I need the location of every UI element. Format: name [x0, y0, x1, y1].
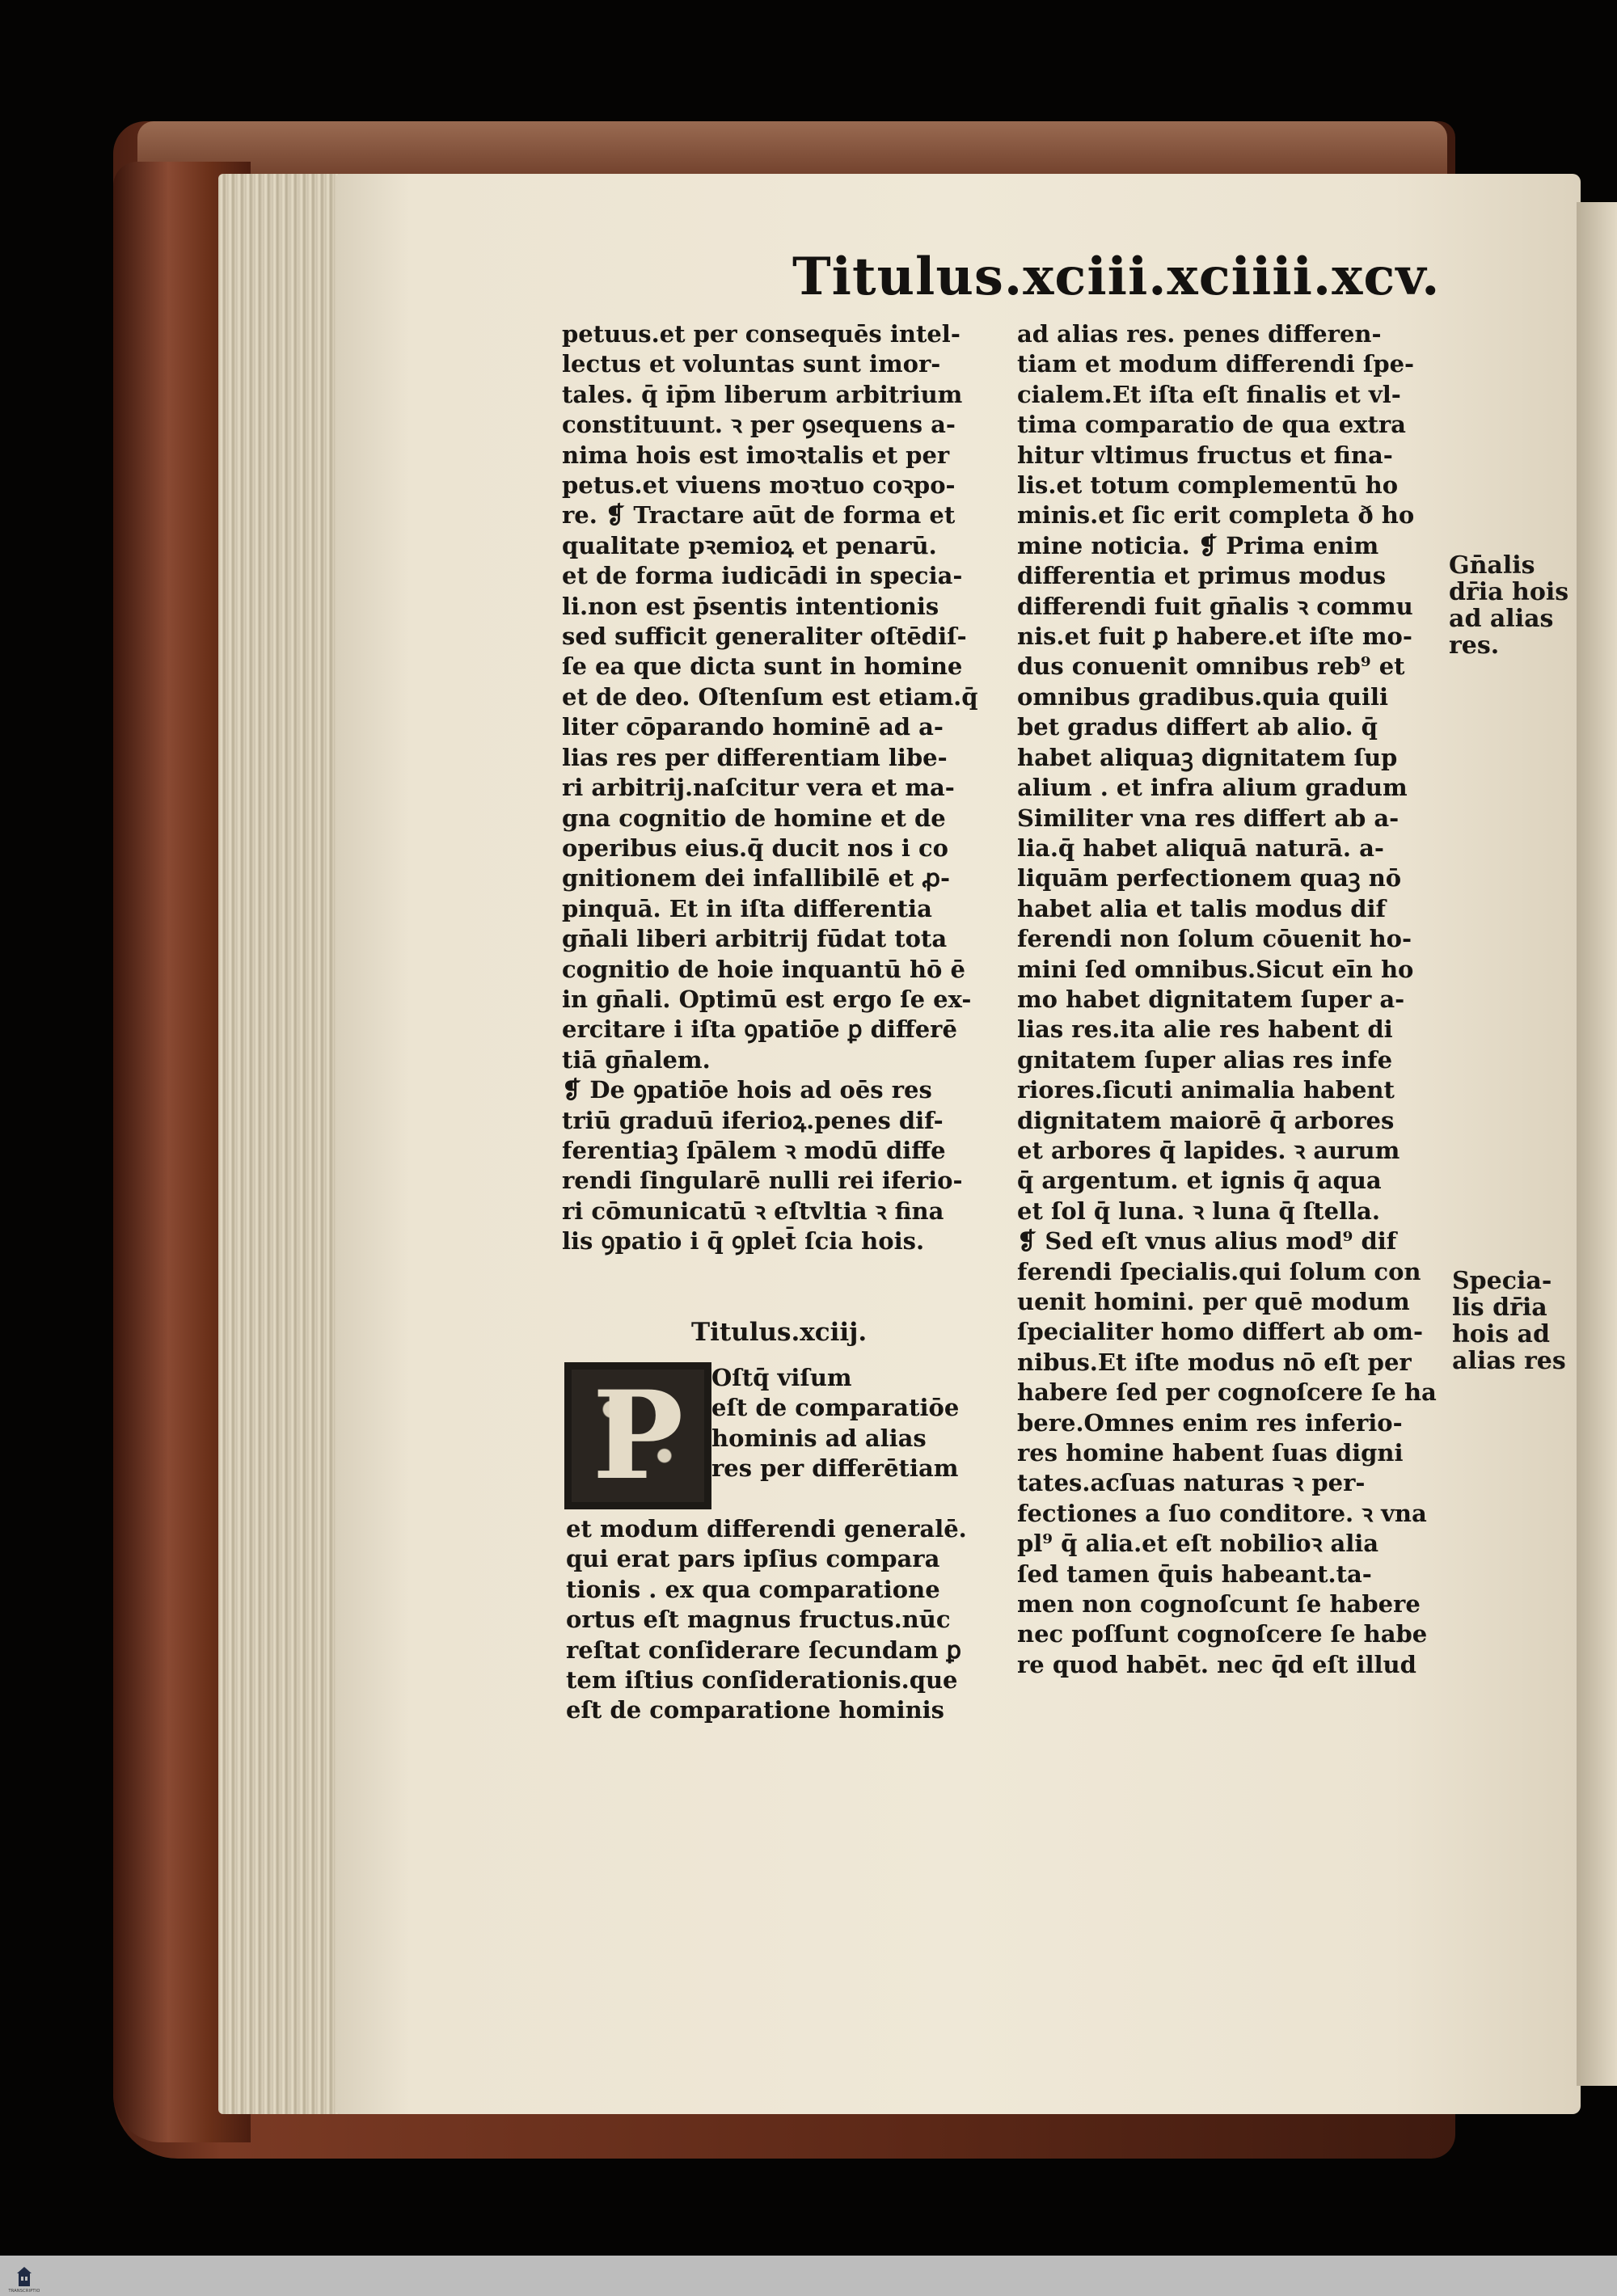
text-line: gnitatem ſuper alias res infe — [1017, 1045, 1393, 1074]
text-line: qui erat pars ipſius compara — [566, 1545, 940, 1573]
text-line: Oſtq̄ viſum — [711, 1364, 852, 1391]
text-line: ſpecialiter homo differt ab om- — [1017, 1318, 1424, 1346]
right-column — [1017, 319, 1438, 1680]
text-line: tima comparatio de qua extra — [1017, 411, 1406, 439]
left-column-beside-initial — [711, 1363, 986, 1484]
text-line: gn̄ali liberi arbitrij fūdat tota — [562, 925, 948, 953]
text-line: liquām perfectionem quaꝫ nō — [1017, 864, 1402, 893]
text-line: nis.et fuit ꝑ habere.et iſte mo- — [1017, 623, 1412, 651]
margin-note-line: res. — [1449, 631, 1500, 660]
text-line: pl⁹ q̄ alia.et eſt nobilioꝛ alia — [1017, 1530, 1379, 1558]
text-line: in gn̄ali. Optimū est ergo ſe ex- — [562, 985, 972, 1013]
text-line: tiā gn̄alem. — [562, 1045, 711, 1074]
text-line: nibus.Et iſte modus nō eſt per — [1017, 1348, 1412, 1376]
margin-note-line: Gn̄alis — [1449, 551, 1535, 580]
margin-note-generalis — [1449, 552, 1568, 659]
text-line: re. ❡ Tractare aūt de forma et — [562, 501, 956, 530]
text-line: Similiter vna res differt ab a- — [1017, 804, 1400, 832]
text-line: reſtat conſiderare ſecundam ꝑ — [566, 1635, 962, 1664]
left-column-bottom — [566, 1514, 990, 1726]
logo-label: TRANSCRIPTIO — [8, 2289, 40, 2294]
text-line: ferentiaꝫ ſpālem ꝛ modū diffe — [562, 1136, 946, 1164]
text-line: tates.acſuas naturas ꝛ per- — [1017, 1469, 1366, 1497]
text-line: ercitare i iſta ꝯpatiōe ꝑ differē — [562, 1015, 957, 1044]
running-head: Titulus.xciii.xciiii.xcv. — [792, 247, 1441, 307]
text-line: differentia et primus modus — [1017, 562, 1387, 590]
text-line: ad alias res. penes differen- — [1017, 320, 1382, 348]
left-column — [562, 319, 986, 1257]
text-line: mine noticia. ❡ Prima enim — [1017, 531, 1379, 559]
text-line: lis ꝯpatio i q̄ ꝯplet̄ ſcia hois. — [562, 1227, 925, 1256]
library-logo — [6, 2258, 42, 2294]
text-line: sed sufficit generaliter oſtēdiſ- — [562, 623, 967, 651]
text-line: lis.et totum complementū ho — [1017, 471, 1399, 500]
chapter-heading: Titulus.xciij. — [691, 1318, 868, 1347]
text-line: li.non est p̄sentis intentionis — [562, 592, 939, 620]
text-line: rendi ſingularē nulli rei iferio- — [562, 1167, 963, 1195]
margin-note-line: Specia- — [1452, 1267, 1552, 1295]
text-line: minis.et ſic erit completa ð ho — [1017, 501, 1415, 530]
text-line: ferendi non ſolum cōuenit ho- — [1017, 925, 1412, 953]
text-line: ſe ea que dicta sunt in homine — [562, 652, 963, 681]
text-line: fectiones a ſuo conditore. ꝛ vna — [1017, 1499, 1427, 1527]
text-line: hominis ad alias — [711, 1424, 927, 1452]
text-line: gna cognitio de homine et de — [562, 804, 946, 832]
text-line: cognitio de hoie inquantū hō ē — [562, 955, 965, 983]
text-line: re quod habēt. nec q̄d eſt illud — [1017, 1650, 1416, 1678]
text-line: lectus et voluntas sunt imor- — [562, 350, 941, 378]
text-line: res homine habent ſuas digni — [1017, 1439, 1404, 1467]
library-building-icon — [15, 2265, 33, 2290]
text-line: habet alia et talis modus dif — [1017, 894, 1386, 922]
viewer-bottom-bar — [0, 2256, 1617, 2296]
text-line: alium . et infra alium gradum — [1017, 774, 1408, 802]
text-line: petus.et viuens moꝛtuo coꝛpo- — [562, 471, 956, 500]
text-line: habet aliquaꝫ dignitatem ſup — [1017, 743, 1398, 771]
text-line: tales. q̄ ip̄m liberum arbitrium — [562, 380, 963, 408]
text-line: bet gradus differt ab alio. q̄ — [1017, 713, 1378, 741]
text-line: nima hois est imoꝛtalis et per — [562, 441, 950, 469]
decorated-initial — [564, 1362, 711, 1509]
text-line: operibus eius.q̄ ducit nos i co — [562, 834, 948, 862]
text-line: res per differētiam — [711, 1454, 959, 1483]
margin-note-line: dr̄ia hois — [1449, 578, 1569, 606]
text-line: cialem.Et iſta eſt finalis et vl- — [1017, 380, 1401, 408]
text-line: et ſol q̄ luna. ꝛ luna q̄ ſtella. — [1017, 1197, 1380, 1225]
margin-note-line: lis dr̄ia — [1452, 1294, 1547, 1322]
text-line: bere.Omnes enim res inferio- — [1017, 1408, 1403, 1437]
text-line: lias res.ita alie res habent di — [1017, 1015, 1393, 1044]
text-line: dus conuenit omnibus reb⁹ et — [1017, 652, 1405, 681]
text-line: dignitatem maiorē q̄ arbores — [1017, 1106, 1395, 1134]
text-line: hitur vltimus fructus et fina- — [1017, 441, 1393, 469]
text-line: lias res per differentiam libe- — [562, 743, 948, 771]
text-line: et de deo. Oſtenſum est etiam.q̄ — [562, 682, 978, 711]
text-line: omnibus gradibus.quia quili — [1017, 682, 1389, 711]
text-line: tem iſtius conſiderationis.que — [566, 1666, 958, 1695]
text-line: uenit homini. per quē modum — [1017, 1288, 1410, 1315]
text-line: mo habet dignitatem ſuper a- — [1017, 985, 1405, 1013]
text-line: tiam et modum differendi ſpe- — [1017, 350, 1415, 378]
text-line: ❡ De ꝯpatiōe hois ad oēs res — [562, 1076, 932, 1104]
text-line: pinquā. Et in iſta differentia — [562, 894, 932, 922]
text-line: q̄ argentum. et ignis q̄ aqua — [1017, 1167, 1382, 1195]
margin-note-line: ad alias — [1449, 605, 1554, 633]
text-line: eſt de comparatiōe — [711, 1394, 960, 1422]
text-line: ❡ Sed eſt vnus alius mod⁹ dif — [1017, 1227, 1397, 1256]
text-line: ſed tamen q̄uis habeant.ta- — [1017, 1560, 1372, 1588]
text-line: men non cognoſcunt ſe habere — [1017, 1590, 1421, 1619]
text-line: liter cōparando hominē ad a- — [562, 713, 944, 741]
text-line: lia.q̄ habet aliquā naturā. a- — [1017, 834, 1384, 862]
margin-note-line: alias res — [1452, 1347, 1566, 1375]
text-line: gnitionem dei infallibilē et ꝓ- — [562, 864, 951, 893]
text-line: petuus.et per consequēs intel- — [562, 320, 960, 348]
text-line: et de forma iudicādi in specia- — [562, 562, 963, 590]
text-line: ri cōmunicatū ꝛ eſtvltia ꝛ fina — [562, 1197, 944, 1225]
text-line: habere ſed per cognoſcere ſe ha — [1017, 1378, 1437, 1407]
text-line: differendi fuit gn̄alis ꝛ commu — [1017, 592, 1413, 620]
text-line: constituunt. ꝛ per ꝯsequens a- — [562, 411, 956, 439]
page-block-edges — [218, 174, 348, 2114]
text-line: tionis . ex qua comparatione — [566, 1575, 940, 1603]
text-line: eſt de comparatione hominis — [566, 1696, 945, 1724]
text-line: ferendi ſpecialis.qui ſolum con — [1017, 1257, 1421, 1285]
margin-note-line: hois ad — [1452, 1320, 1550, 1348]
initial-letter: P — [572, 1370, 704, 1502]
text-line: et modum differendi generalē. — [566, 1515, 967, 1543]
text-line: ri arbitrij.naſcitur vera et ma- — [562, 774, 955, 802]
text-line: ortus eſt magnus fructus.nūc — [566, 1606, 951, 1634]
text-line: nec poſſunt cognoſcere ſe habe — [1017, 1620, 1428, 1648]
text-line: triū graduū iferioꝝ.penes dif- — [562, 1106, 944, 1134]
text-line: et arbores q̄ lapides. ꝛ aurum — [1017, 1136, 1400, 1164]
text-line: riores.ſicuti animalia habent — [1017, 1076, 1395, 1104]
text-line: qualitate pꝛemioꝝ et penarū. — [562, 531, 937, 559]
facing-leaf-edge — [1577, 202, 1617, 2086]
margin-note-specialis — [1452, 1268, 1566, 1374]
text-line: mini ſed omnibus.Sicut eīn ho — [1017, 955, 1414, 983]
